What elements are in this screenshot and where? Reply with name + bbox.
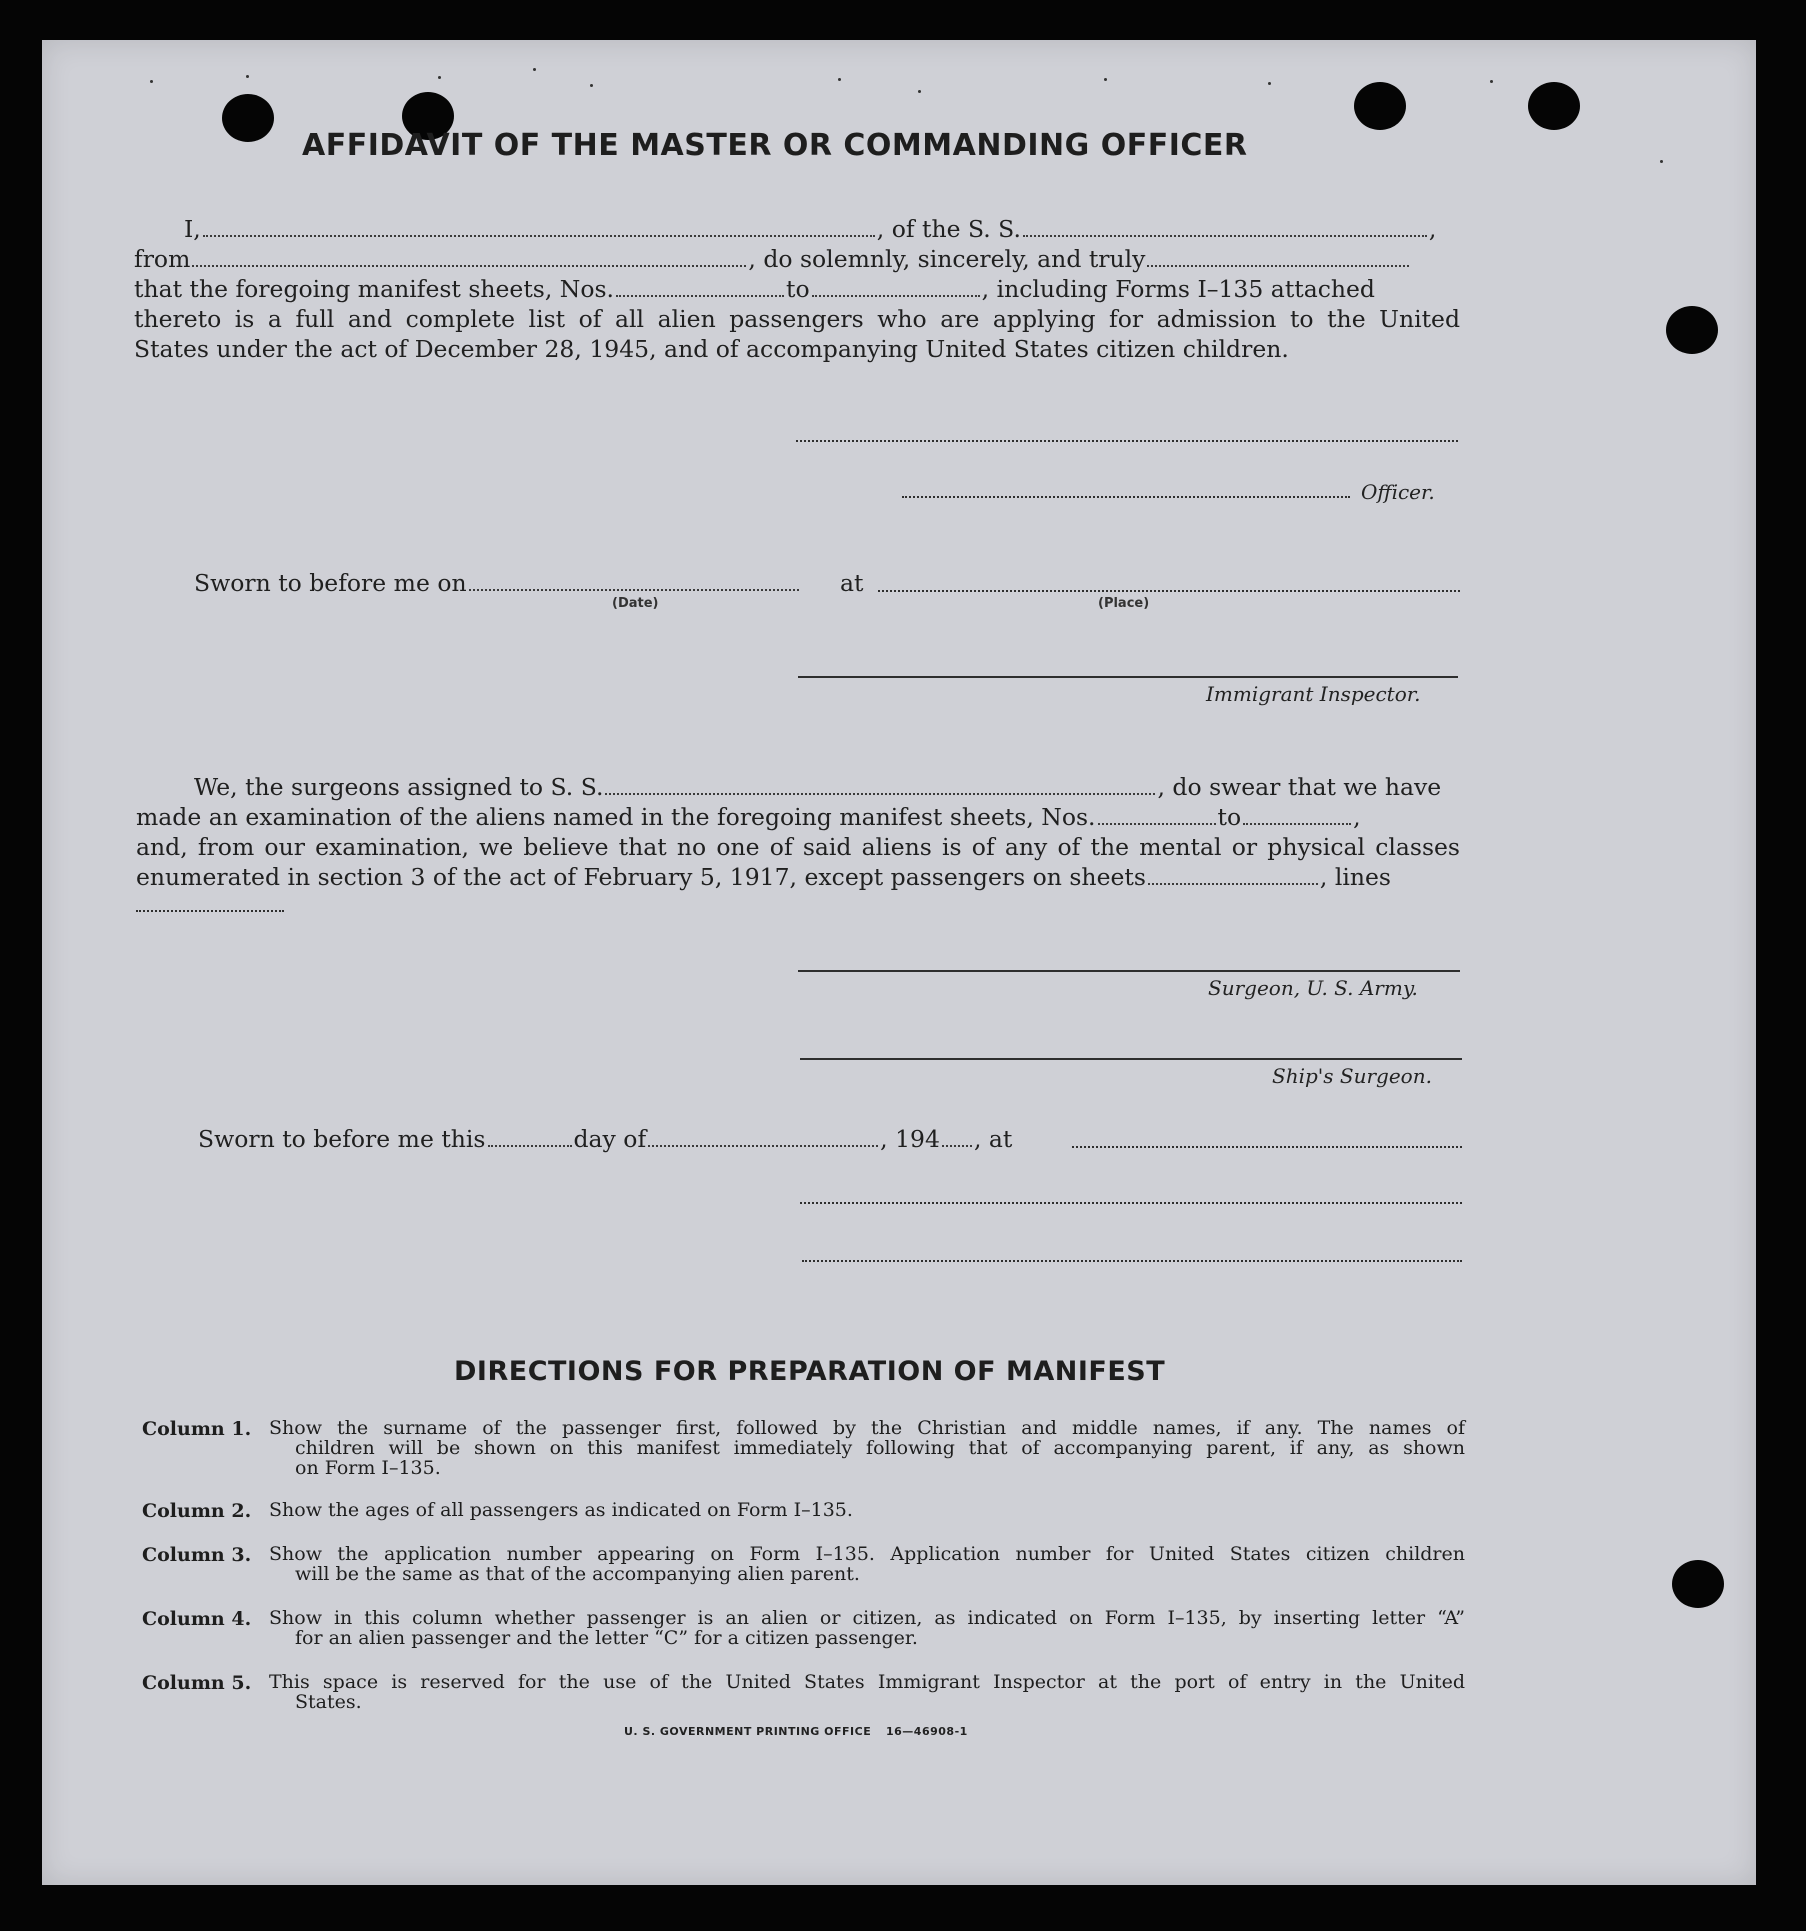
surgeons-sheet-to-blank[interactable] xyxy=(1243,823,1351,825)
surgeons-line-3: and, from our examination, we believe that no one of said aliens is of any of the mental or physical classes xyxy=(136,833,1460,861)
sworn-year-blank[interactable] xyxy=(942,1145,972,1147)
master-name-blank[interactable] xyxy=(203,235,875,237)
inspector-caption: Immigrant Inspector. xyxy=(1206,682,1421,706)
date-caption: (Date) xyxy=(612,596,659,611)
affidavit-line-5: States under the act of December 28, 1945, and of accompanying United States citizen children. xyxy=(134,335,1289,363)
official-title-line[interactable] xyxy=(802,1260,1462,1262)
sworn-month-blank[interactable] xyxy=(648,1145,878,1147)
column-1-text: Show the surname of the passenger first, followed by the Christian and middle names, if any. The names of children will be shown on this manifest immediately following that of accompanying parent, if any, as shown on Form I–135. xyxy=(269,1417,1465,1479)
punch-hole xyxy=(1672,1560,1724,1608)
officer-title-line[interactable] xyxy=(902,496,1350,498)
officer-signature-line[interactable] xyxy=(796,440,1458,442)
sworn-place-blank[interactable] xyxy=(878,590,1460,592)
punch-hole xyxy=(1666,306,1718,354)
affidavit-line-4: thereto is a full and complete list of all alien passengers who are applying for admission to the United xyxy=(134,305,1460,333)
sworn-at: at xyxy=(840,569,864,597)
surgeons-line-2: made an examination of the aliens named in the foregoing manifest sheets, Nos. to , xyxy=(136,803,1361,831)
column-3-text: Show the application number appearing on Form I–135. Application number for United States citizen children will be the same as that of the accompanying alien parent. xyxy=(269,1543,1465,1585)
surgeons-line-1: We, the surgeons assigned to S. S. , do swear that we have xyxy=(194,773,1442,801)
place-caption: (Place) xyxy=(1098,596,1150,611)
sworn-date-blank[interactable] xyxy=(469,589,799,591)
sheet-to-blank[interactable] xyxy=(812,295,980,297)
army-surgeon-signature-line[interactable] xyxy=(798,970,1460,972)
column-4-text: Show in this column whether passenger is an alien or citizen, as indicated on Form I–135, by inserting letter “A” for an alien passenger and the letter “C” for a citizen passenger. xyxy=(269,1607,1465,1649)
port-from-blank[interactable] xyxy=(192,265,746,267)
column-2-label: Column 2. xyxy=(142,1500,252,1522)
form-number: 16—46908-1 xyxy=(886,1725,968,1738)
inspector-signature-line[interactable] xyxy=(798,676,1458,678)
sworn-place-2-blank[interactable] xyxy=(1072,1146,1462,1148)
surgeons-line-4: enumerated in section 3 of the act of February 5, 1917, except passengers on sheets , lines xyxy=(136,863,1391,891)
column-1-label: Column 1. xyxy=(142,1418,252,1440)
printer-imprint: U. S. GOVERNMENT PRINTING OFFICE xyxy=(624,1725,872,1738)
ship-surgeon-signature-line[interactable] xyxy=(800,1058,1462,1060)
official-signature-line[interactable] xyxy=(800,1202,1462,1204)
declare-blank[interactable] xyxy=(1147,265,1409,267)
affidavit-line-3: that the foregoing manifest sheets, Nos. to , including Forms I–135 attached xyxy=(134,275,1375,303)
sworn-line-2: Sworn to before me this day of , 194 , at xyxy=(198,1125,1013,1153)
surgeons-ship-blank[interactable] xyxy=(605,793,1155,795)
column-2-text: Show the ages of all passengers as indicated on Form I–135. xyxy=(269,1499,853,1521)
except-lines-blank[interactable] xyxy=(136,910,284,912)
army-surgeon-caption: Surgeon, U. S. Army. xyxy=(1208,976,1418,1000)
punch-hole xyxy=(1528,82,1580,130)
affidavit-line-1: I, , of the S. S. , xyxy=(184,215,1437,243)
column-5-text: This space is reserved for the use of the United States Immigrant Inspector at the port of entry in the United States. xyxy=(269,1671,1465,1713)
column-3-label: Column 3. xyxy=(142,1544,252,1566)
column-4-label: Column 4. xyxy=(142,1608,252,1630)
directions-title: DIRECTIONS FOR PREPARATION OF MANIFEST xyxy=(454,1356,1166,1387)
affidavit-title: AFFIDAVIT OF THE MASTER OR COMMANDING OFFICER xyxy=(302,128,1248,163)
sworn-line-1: Sworn to before me on xyxy=(194,568,801,598)
surgeons-sheet-from-blank[interactable] xyxy=(1098,823,1216,825)
column-5-label: Column 5. xyxy=(142,1672,252,1694)
sheet-from-blank[interactable] xyxy=(616,295,784,297)
sworn-day-blank[interactable] xyxy=(488,1145,572,1147)
officer-caption: Officer. xyxy=(1361,480,1435,504)
punch-hole xyxy=(222,94,274,142)
ship-surgeon-caption: Ship's Surgeon. xyxy=(1272,1064,1432,1088)
punch-hole xyxy=(1354,82,1406,130)
ship-name-blank[interactable] xyxy=(1023,235,1427,237)
affidavit-line-2: from , do solemnly, sincerely, and truly xyxy=(134,244,1411,274)
except-sheets-blank[interactable] xyxy=(1148,883,1318,885)
